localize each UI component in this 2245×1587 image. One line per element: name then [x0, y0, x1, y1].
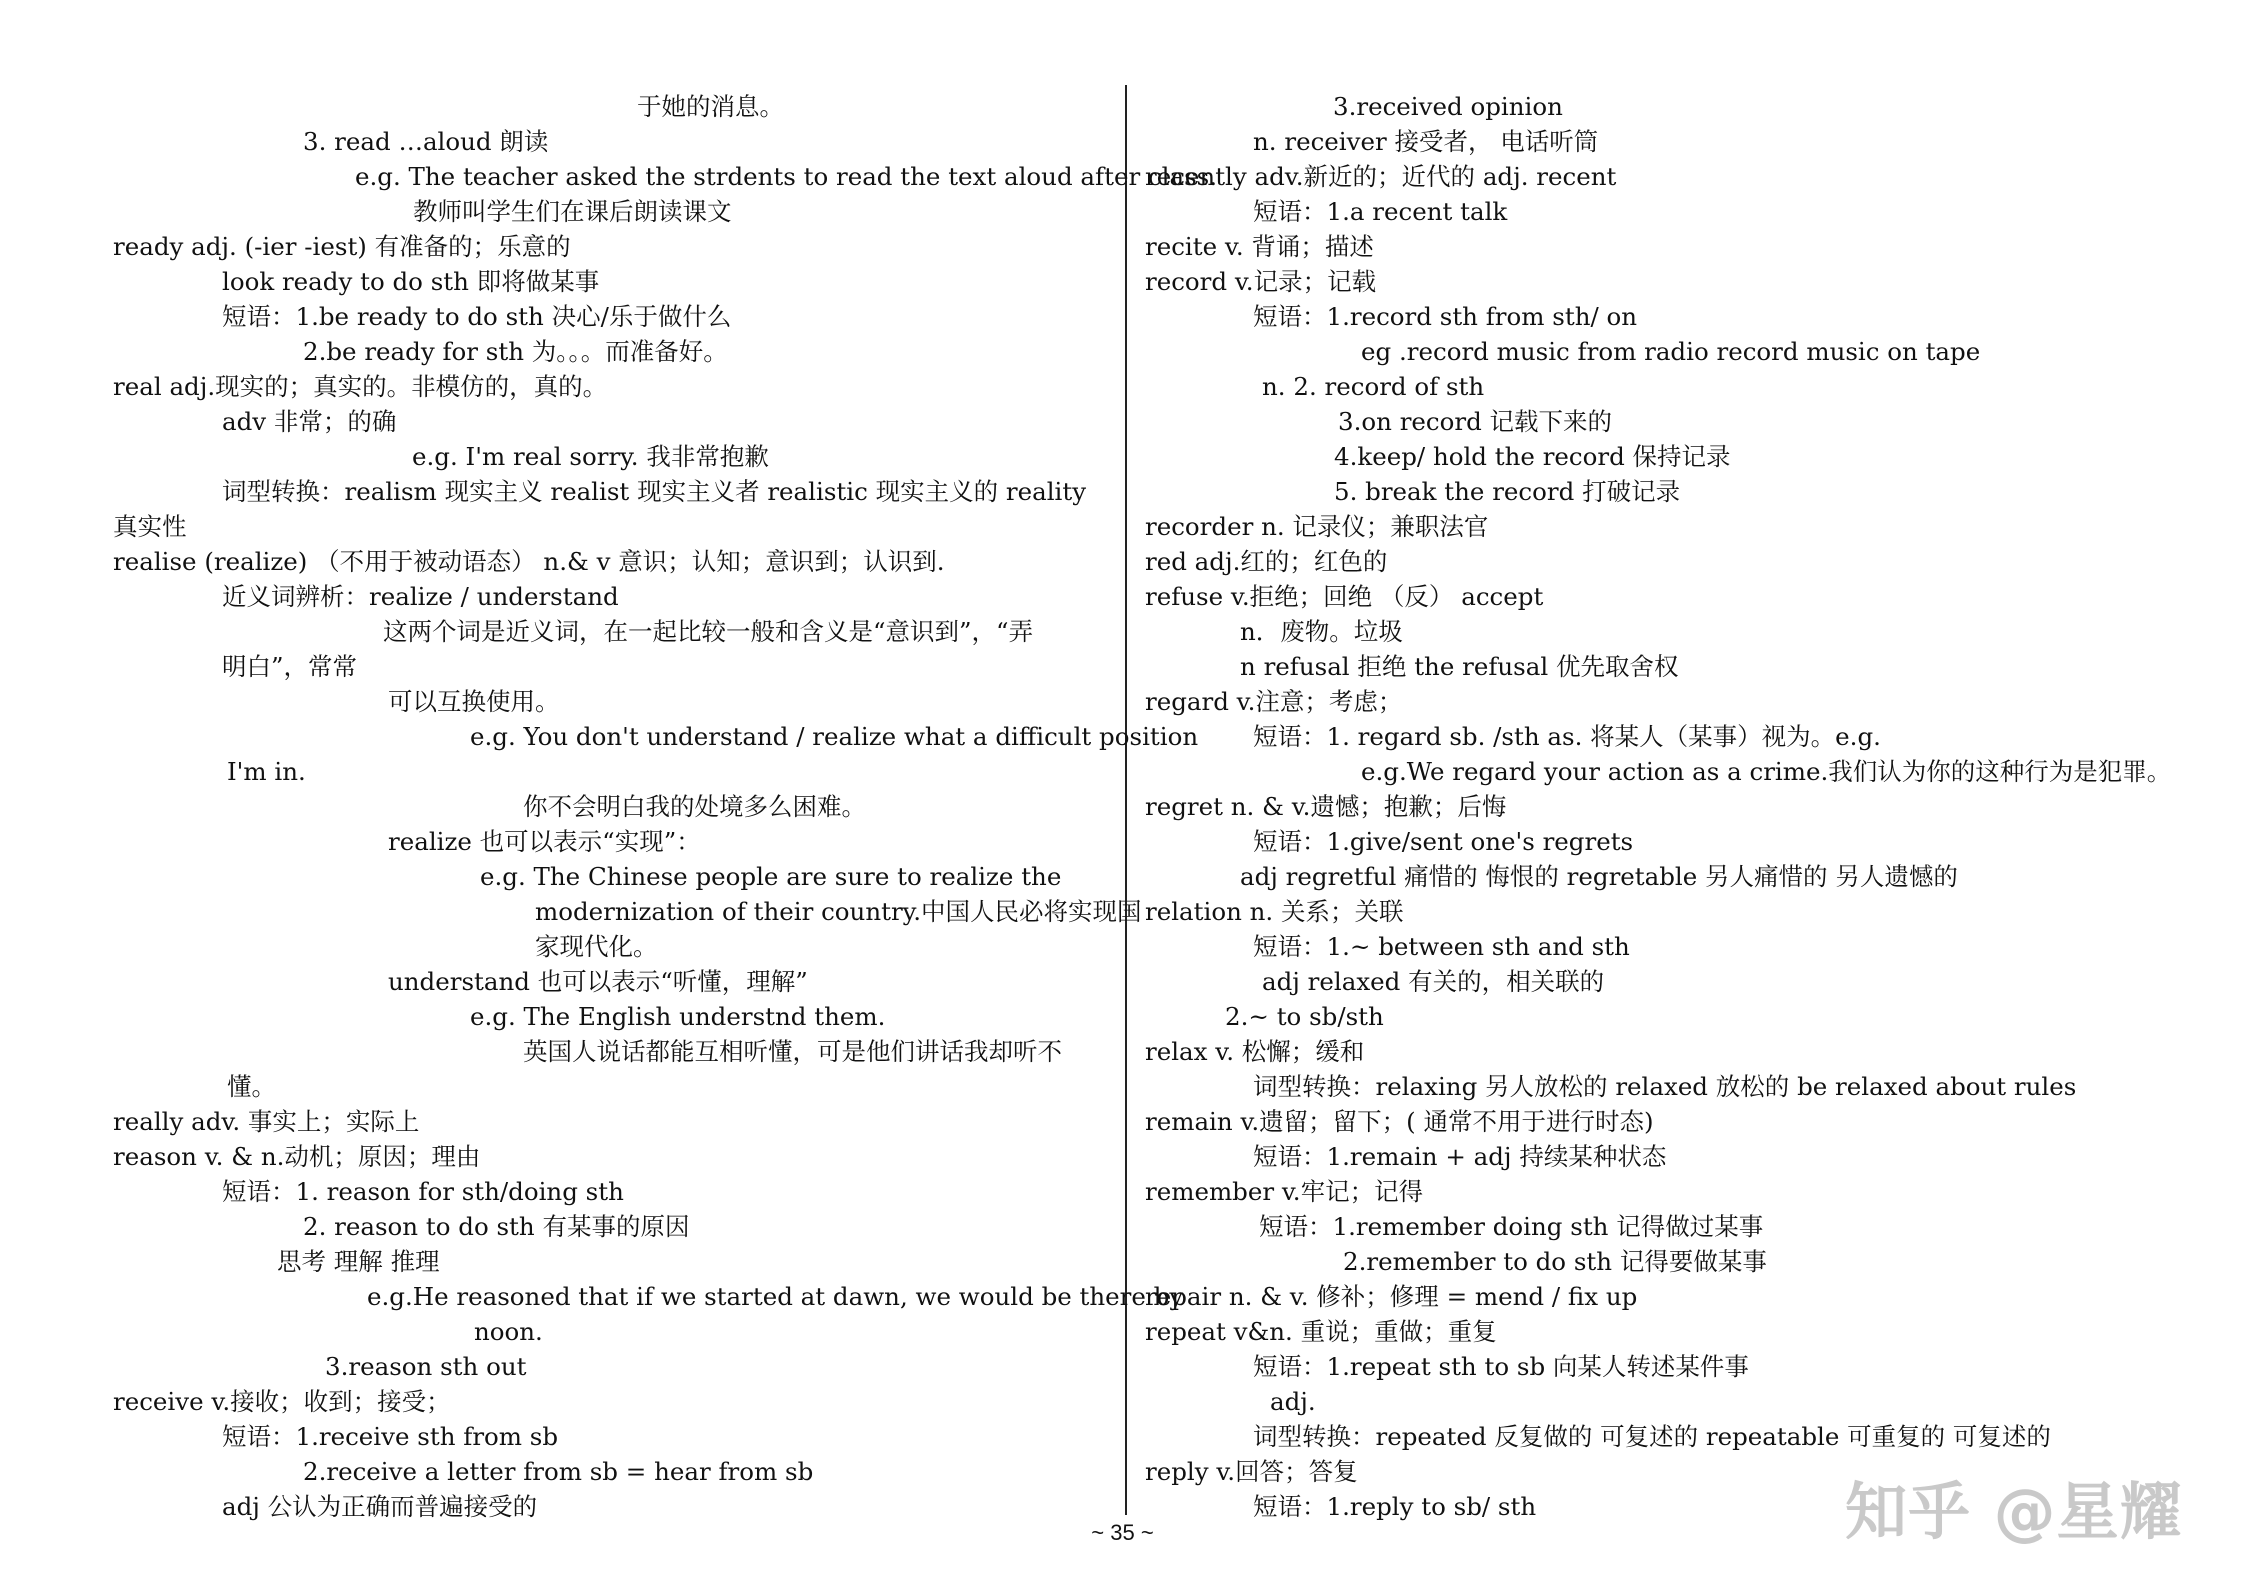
text-line: modernization of their country.中国人民必将实现国 — [535, 897, 1142, 926]
phrase-item: 短语：1.give/sent one's regrets — [1253, 827, 1634, 856]
phrase-item: 3.on record 记载下来的 — [1338, 407, 1613, 436]
entry-headword: ready adj. (-ier -iest) 有准备的；乐意的 — [113, 232, 571, 261]
entry-headword: refuse v.拒绝；回绝 （反） accept — [1145, 582, 1544, 611]
text-line: 可以互换使用。 — [388, 687, 560, 716]
text-line: n．废物。垃圾 — [1240, 617, 1403, 646]
text-line: adj 公认为正确而普遍接受的 — [222, 1492, 538, 1521]
text-line: 明白”，常常 — [222, 652, 358, 681]
text-line: 真实性 — [113, 512, 187, 541]
entry-headword: record v.记录；记载 — [1145, 267, 1377, 296]
phrase-item: 5. break the record 打破记录 — [1334, 477, 1681, 506]
phrase-item: 短语：1.~ between sth and sth — [1253, 932, 1630, 961]
word-forms: 词型转换：realism 现实主义 realist 现实主义者 realistic 现实主义的 reality — [222, 477, 1087, 506]
example-sentence: e.g. The English understnd them. — [470, 1002, 886, 1031]
phrase-item: 短语：1.receive sth from sb — [222, 1422, 559, 1451]
phrase-item: 2.receive a letter from sb = hear from sb — [303, 1457, 814, 1486]
entry-headword: real adj.现实的；真实的。非模仿的，真的。 — [113, 372, 608, 401]
text-line: 这两个词是近义词，在一起比较一般和含义是“意识到”，“弄 — [383, 617, 1034, 646]
phrase-item: 短语：1.remain + adj 持续某种状态 — [1253, 1142, 1667, 1171]
phrase-item: 短语：1.remember doing sth 记得做过某事 — [1259, 1212, 1764, 1241]
text-line: adj relaxed 有关的，相关联的 — [1262, 967, 1605, 996]
watermark: 知乎 @星耀 — [1845, 1475, 2183, 1548]
phrase-item: 短语：1. regard sb. /sth as. 将某人（某事）视为。e.g. — [1253, 722, 1881, 751]
word-forms: 词型转换：relaxing 另人放松的 relaxed 放松的 be relaxed about rules — [1253, 1072, 2077, 1101]
text-line: realize 也可以表示“实现”： — [388, 827, 701, 856]
phrase-item: 2.remember to do sth 记得要做某事 — [1343, 1247, 1767, 1276]
entry-headword: relax v. 松懈；缓和 — [1145, 1037, 1365, 1066]
example-sentence: e.g. The teacher asked the strdents to read the text aloud after class. — [355, 162, 1218, 191]
entry-headword: remember v.牢记；记得 — [1145, 1177, 1424, 1206]
entry-headword: reply v.回答；答复 — [1145, 1457, 1358, 1486]
phrase-item: 3.received opinion — [1333, 92, 1563, 121]
example-translation: 教师叫学生们在课后朗读课文 — [413, 197, 732, 226]
text-line: adj regretful 痛惜的 悔恨的 regretable 另人痛惜的 另人遗憾的 — [1240, 862, 1958, 891]
text-line: I'm in. — [227, 757, 306, 786]
phrase-item: 短语：1.repeat sth to sb 向某人转述某件事 — [1253, 1352, 1749, 1381]
phrase-item: 短语：1.record sth from sth/ on — [1253, 302, 1638, 331]
phrase-item: 2.~ to sb/sth — [1225, 1002, 1384, 1031]
phrase-item: 2. reason to do sth 有某事的原因 — [303, 1212, 690, 1241]
text-line: 于她的消息。 — [637, 92, 784, 121]
example-sentence: e.g. The Chinese people are sure to realize the — [480, 862, 1062, 891]
word-forms: 词型转换：repeated 反复做的 可复述的 repeatable 可重复的 可复述的 — [1253, 1422, 2051, 1451]
phrase-item: 短语：1.a recent talk — [1253, 197, 1508, 226]
text-line: n refusal 拒绝 the refusal 优先取舍权 — [1240, 652, 1679, 681]
phrase-item: 短语：1.be ready to do sth 决心/乐于做什么 — [222, 302, 732, 331]
example-sentence: e.g. You don't understand / realize what a difficult position — [470, 722, 1199, 751]
text-line: adv 非常；的确 — [222, 407, 397, 436]
phrase-item: 短语：1.reply to sb/ sth — [1253, 1492, 1537, 1521]
entry-headword: relation n. 关系；关联 — [1145, 897, 1404, 926]
entry-headword: recently adv.新近的；近代的 adj. recent — [1145, 162, 1617, 191]
page-number: ~ 35 ~ — [1091, 1520, 1154, 1545]
phrase-item: 2.be ready for sth 为。。。而准备好。 — [303, 337, 728, 366]
entry-headword: receive v.接收；收到；接受； — [113, 1387, 451, 1416]
example-sentence: e.g. I'm real sorry. 我非常抱歉 — [412, 442, 769, 471]
text-line: look ready to do sth 即将做某事 — [222, 267, 600, 296]
example-sentence: eg .record music from radio record music on tape — [1361, 337, 1981, 366]
phrase-item: 3. read …aloud 朗读 — [303, 127, 549, 156]
phrase-item: 3.reason sth out — [325, 1352, 527, 1381]
text-line: n. receiver 接受者， 电话听筒 — [1253, 127, 1599, 156]
example-translation: 英国人说话都能互相听懂，可是他们讲话我却听不 — [523, 1037, 1062, 1066]
text-line: 家现代化。 — [535, 932, 658, 961]
phrase-item: 4.keep/ hold the record 保持记录 — [1334, 442, 1731, 471]
phrase-item: n. 2. record of sth — [1262, 372, 1485, 401]
entry-headword: red adj.红的；红色的 — [1145, 547, 1388, 576]
example-sentence: e.g.He reasoned that if we started at dawn, we would be there by — [367, 1282, 1184, 1311]
entry-headword: recorder n. 记录仪；兼职法官 — [1145, 512, 1489, 541]
example-sentence: e.g.We regard your action as a crime.我们认为你的这种行为是犯罪。 — [1361, 757, 2172, 786]
synonym-analysis: 近义词辨析：realize / understand — [222, 582, 619, 611]
entry-headword: remain v.遗留；留下；( 通常不用于进行时态) — [1145, 1107, 1654, 1136]
example-translation: 你不会明白我的处境多么困难。 — [523, 792, 866, 821]
phrase-item: 短语：1. reason for sth/doing sth — [222, 1177, 624, 1206]
text-line: 思考 理解 推理 — [277, 1247, 440, 1276]
text-line: adj. — [1270, 1387, 1316, 1416]
text-line: understand 也可以表示“听懂，理解” — [388, 967, 808, 996]
entry-headword: recite v. 背诵；描述 — [1145, 232, 1374, 261]
entry-headword: repeat v&n. 重说；重做；重复 — [1145, 1317, 1497, 1346]
entry-headword: regret n. & v.遗憾；抱歉；后悔 — [1145, 792, 1507, 821]
entry-headword: reason v. & n.动机；原因；理由 — [113, 1142, 481, 1171]
text-line: 懂。 — [227, 1072, 276, 1101]
entry-headword: regard v.注意；考虑； — [1145, 687, 1403, 716]
entry-headword: repair n. & v. 修补；修理 = mend / fix up — [1145, 1282, 1638, 1311]
entry-headword: really adv. 事实上；实际上 — [113, 1107, 420, 1136]
entry-headword: realise (realize) （不用于被动语态） n.& v 意识；认知；意识到；认识到. — [113, 547, 945, 576]
text-line: noon. — [474, 1317, 543, 1346]
